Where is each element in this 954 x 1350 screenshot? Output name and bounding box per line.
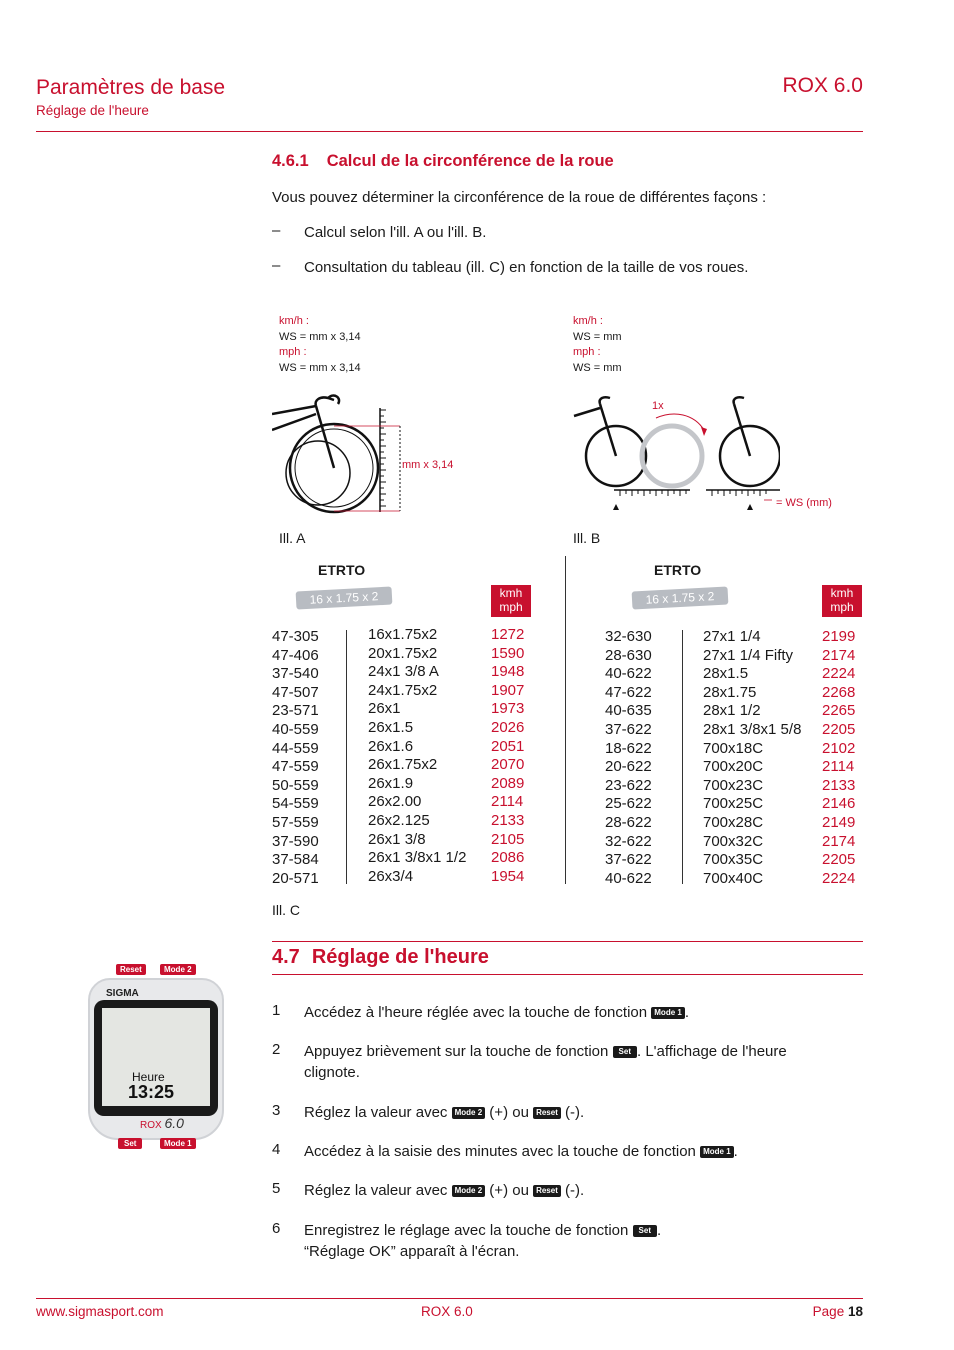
- header-title: Paramètres de base: [36, 76, 226, 99]
- tire-marking-left: 16 x 1.75 x 2: [296, 587, 393, 610]
- step-number: 2: [272, 1041, 281, 1058]
- table-cell: 1272: [491, 626, 525, 643]
- table-cell: 2133: [491, 811, 525, 829]
- table-cell: 2114: [491, 793, 524, 811]
- table-cell: 44-559: [272, 739, 319, 757]
- table-cell: 700x28C: [703, 813, 764, 831]
- table-cell: 37-622: [605, 851, 652, 869]
- header-product: ROX 6.0: [782, 74, 863, 97]
- table-cell: 28x1 1/2: [703, 702, 761, 720]
- table-cell: 2149: [822, 813, 856, 831]
- table-cell: 40-622: [605, 869, 652, 887]
- table-cell: 26x1.5: [368, 718, 414, 736]
- table-cell: 37-540: [272, 665, 319, 683]
- header-subtitle: Réglage de l'heure: [36, 103, 149, 118]
- step-text: Réglez la valeur avec Mode 2 (+) ou Reset (-).: [304, 1182, 585, 1199]
- table-cell: 2205: [822, 851, 856, 869]
- footer-url-link[interactable]: www.sigmasport.com: [36, 1304, 164, 1319]
- table-cell: 2086: [491, 849, 525, 867]
- table-cell: 26x1 3/8: [368, 830, 426, 848]
- table-cell: 20-571: [272, 869, 319, 887]
- tire-marking-right: 16 x 1.75 x 2: [632, 587, 729, 610]
- table-separator: [565, 556, 566, 884]
- table-cell: 16x1.75x2: [368, 626, 438, 643]
- table-cell: 2174: [822, 832, 856, 850]
- bullet-item: Consultation du tableau (ill. C) en fonction de la taille de vos roues.: [304, 259, 749, 276]
- table-cell: 37-584: [272, 851, 319, 869]
- table-cell: 2089: [491, 774, 525, 792]
- table-cell: 28x1 3/8x1 5/8: [703, 720, 802, 738]
- step-number: 1: [272, 1002, 281, 1019]
- table-cell: 47-305: [272, 628, 319, 645]
- table-cell: 2051: [491, 737, 525, 755]
- table-cell: 47-559: [272, 758, 319, 776]
- table-cell: 26x1 3/8x1 1/2: [368, 849, 467, 867]
- ill-a-formulas: km/h : WS = mm x 3,14 mph : WS = mm x 3,14: [279, 315, 361, 374]
- table-cell: 27x1 1/4 Fifty: [703, 646, 794, 664]
- step-number: 6: [272, 1220, 281, 1237]
- table-cell: 37-622: [605, 720, 652, 738]
- step-text: Réglez la valeur avec Mode 2 (+) ou Reset (-).: [304, 1104, 585, 1121]
- step-number: 3: [272, 1102, 281, 1119]
- table-cell: 47-507: [272, 683, 319, 701]
- table-cell: 2105: [491, 830, 525, 848]
- step-number: 5: [272, 1180, 281, 1197]
- step-text: Accédez à la saisie des minutes avec la touche de fonction Mode 1 .: [304, 1143, 738, 1160]
- table-cell: 47-622: [605, 683, 652, 701]
- footer-rule: [36, 1298, 863, 1299]
- table-cell: 700x23C: [703, 776, 764, 794]
- table-cell: 26x2.125: [368, 811, 430, 829]
- table-cell: 26x1: [368, 700, 401, 718]
- ill-a-measure-label: mm x 3,14: [402, 459, 454, 471]
- table-cell: 54-559: [272, 795, 319, 813]
- unit-box-left: kmh mph: [491, 585, 531, 617]
- bullet-item: Calcul selon l'ill. A ou l'ill. B.: [304, 224, 487, 241]
- table-cell: 32-622: [605, 832, 652, 850]
- device-model: ROX 6.0: [140, 1115, 184, 1131]
- table-cell: 28x1.5: [703, 665, 749, 683]
- table-cell: 28x1.75: [703, 683, 757, 701]
- footer-page: Page 18: [812, 1304, 863, 1319]
- device-screen-time: 13:25: [128, 1082, 175, 1102]
- set-key-icon: Set: [633, 1225, 657, 1237]
- mode2-key-icon: Mode 2: [452, 1107, 486, 1119]
- table-cell: 50-559: [272, 776, 319, 794]
- section-rule-top: [272, 941, 863, 942]
- etrto-column-left: [272, 628, 319, 888]
- table-cell: 23-622: [605, 776, 652, 794]
- section-title: 4.6.1 Calcul de la circonférence de la roue: [272, 152, 614, 170]
- table-cell: 2114: [822, 758, 855, 776]
- table-cell: 2026: [491, 718, 525, 736]
- mode1-key-icon: Mode 1: [651, 1007, 685, 1019]
- table-divider: [346, 630, 347, 884]
- ill-b-rotation-label: 1x: [652, 400, 664, 412]
- header-rule: [36, 131, 863, 132]
- step-text: Appuyez brièvement sur la touche de fonction Set . L'affichage de l'heure clignote.: [304, 1043, 787, 1081]
- ill-b-caption: Ill. B: [573, 530, 601, 546]
- ill-c-caption: Ill. C: [272, 902, 300, 918]
- table-cell: 2146: [822, 795, 856, 813]
- table-cell: 47-406: [272, 646, 319, 664]
- intro-text: Vous pouvez déterminer la circonférence de la roue de différentes façons :: [272, 189, 767, 206]
- table-cell: 40-635: [605, 702, 652, 720]
- reset-key-icon: Reset: [533, 1185, 561, 1197]
- table-cell: 2224: [822, 665, 856, 683]
- step-text: Enregistrez le réglage avec la touche de fonction Set . “Réglage OK” apparaît à l'écran.: [304, 1222, 662, 1260]
- device-mode1-button: Mode 1: [160, 1138, 196, 1149]
- set-key-icon: Set: [613, 1046, 637, 1058]
- step-number: 4: [272, 1141, 281, 1158]
- table-cell: 700x25C: [703, 795, 764, 813]
- etrto-heading-left: ETRTO: [318, 562, 366, 578]
- table-cell: 1907: [491, 681, 525, 699]
- table-cell: 57-559: [272, 813, 319, 831]
- table-cell: 27x1 1/4: [703, 628, 761, 645]
- device-screen-label: Heure: [132, 1070, 165, 1084]
- ill-b-formulas: km/h : WS = mm mph : WS = mm: [573, 315, 622, 374]
- table-cell: 18-622: [605, 739, 652, 757]
- table-cell: 2205: [822, 720, 856, 738]
- table-cell: 26x1.75x2: [368, 756, 438, 774]
- table-cell: 2199: [822, 628, 856, 645]
- table-cell: 2268: [822, 683, 856, 701]
- etrto-column-right: [605, 628, 652, 888]
- table-cell: 2102: [822, 739, 856, 757]
- bike-wheel-diameter-illustration: [272, 388, 472, 518]
- table-cell: 700x20C: [703, 758, 764, 776]
- table-cell: 700x32C: [703, 832, 764, 850]
- ill-a-caption: Ill. A: [279, 530, 306, 546]
- table-cell: 1973: [491, 700, 525, 718]
- device-brand: SIGMA: [106, 988, 139, 999]
- step-text: Accédez à l'heure réglée avec la touche de fonction Mode 1 .: [304, 1004, 689, 1021]
- table-cell: 37-590: [272, 832, 319, 850]
- bullet-mark: –: [272, 257, 281, 274]
- table-cell: 700x35C: [703, 851, 764, 869]
- ws-column-left: [491, 626, 524, 886]
- reset-key-icon: Reset: [533, 1107, 561, 1119]
- table-cell: 26x2.00: [368, 793, 422, 811]
- ws-column-right: [822, 628, 855, 888]
- section-rule-bottom: [272, 974, 863, 975]
- mode2-key-icon: Mode 2: [452, 1185, 486, 1197]
- table-cell: 40-622: [605, 665, 652, 683]
- table-cell: 24x1 3/8 A: [368, 663, 439, 681]
- footer-product: ROX 6.0: [421, 1304, 473, 1319]
- table-cell: 2224: [822, 869, 856, 887]
- bike-rollout-illustration: [570, 392, 780, 514]
- table-cell: 1948: [491, 663, 525, 681]
- table-cell: 1954: [491, 867, 525, 885]
- table-cell: 26x3/4: [368, 867, 414, 885]
- table-cell: 28-630: [605, 646, 652, 664]
- table-cell: 20-622: [605, 758, 652, 776]
- etrto-heading-right: ETRTO: [654, 562, 702, 578]
- table-cell: 1590: [491, 644, 525, 662]
- table-cell: 32-630: [605, 628, 652, 645]
- table-cell: 26x1.9: [368, 774, 414, 792]
- device-reset-button: Reset: [116, 964, 146, 975]
- table-cell: 700x40C: [703, 869, 764, 887]
- table-cell: 25-622: [605, 795, 652, 813]
- device-set-button: Set: [118, 1138, 142, 1149]
- table-cell: 2174: [822, 646, 856, 664]
- section-47-title: 4.7 Réglage de l'heure: [272, 946, 489, 968]
- table-cell: 26x1.6: [368, 737, 414, 755]
- ill-b-ws-label: = WS (mm): [776, 497, 832, 509]
- mode1-key-icon: Mode 1: [700, 1146, 734, 1158]
- table-cell: 2070: [491, 756, 525, 774]
- table-cell: 700x18C: [703, 739, 764, 757]
- bullet-mark: –: [272, 222, 281, 239]
- table-cell: 28-622: [605, 813, 652, 831]
- table-cell: 24x1.75x2: [368, 681, 438, 699]
- table-cell: 2265: [822, 702, 856, 720]
- table-cell: 40-559: [272, 720, 319, 738]
- device-mode2-button: Mode 2: [160, 964, 196, 975]
- device-illustration: [84, 962, 228, 1154]
- size-column-right: [703, 628, 801, 888]
- table-divider: [682, 630, 683, 884]
- table-cell: 2133: [822, 776, 856, 794]
- table-cell: 20x1.75x2: [368, 644, 438, 662]
- size-column-left: [368, 626, 466, 886]
- unit-box-right: kmh mph: [822, 585, 862, 617]
- table-cell: 23-571: [272, 702, 319, 720]
